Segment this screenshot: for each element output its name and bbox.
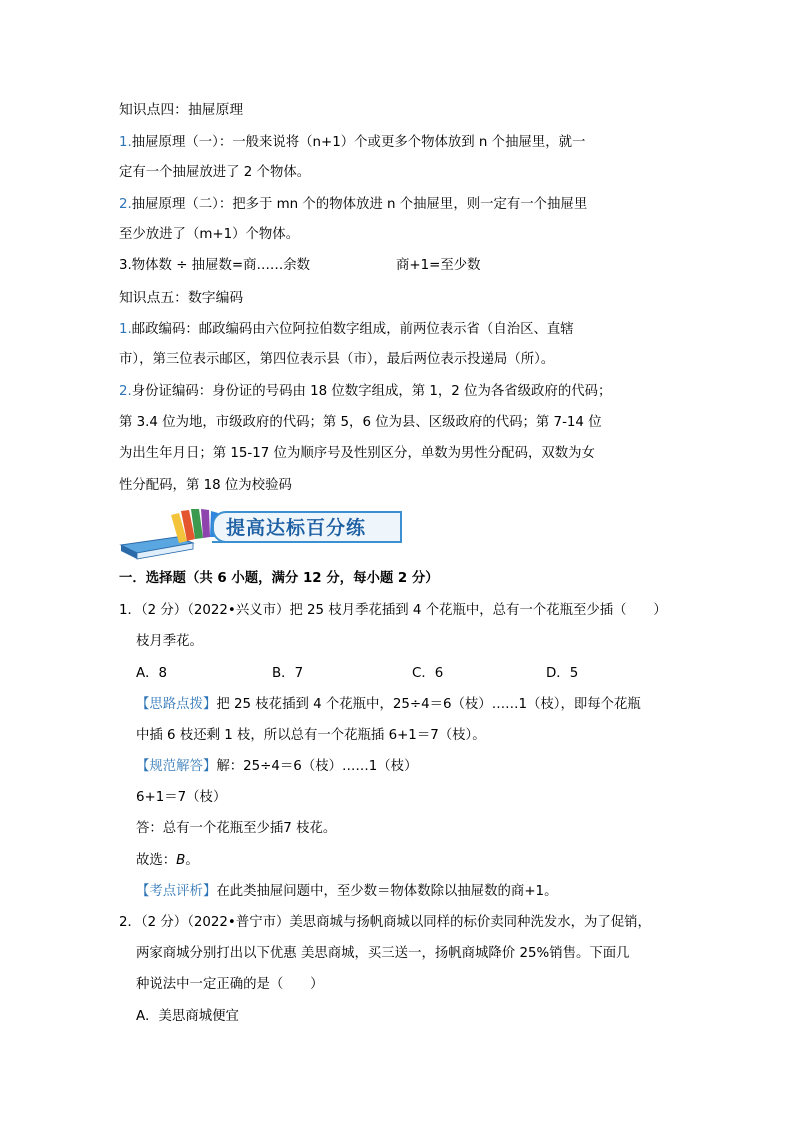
section5-title: 知识点五：数字编码 [119, 290, 244, 306]
section5-p2-line2: 第 3.4 位为地，市级政府的代码；第 5，6 位为县、区级政府的代码；第 7-14 位 [119, 415, 602, 430]
hint-text: 把 25 枝花插到 4 个花瓶中，25÷4＝6（枝）……1（枝），即每个花瓶 [216, 697, 641, 712]
section5-p2-text: 身份证编码：身份证的号码由 18 位数字组成，第 1，2 位为各省级政府的代码； [131, 384, 612, 399]
q1-line2: 枝月季花。 [136, 634, 203, 649]
section4-p1-text: 抽屉原理（一）：一般来说将（n+1）个或更多个物体放到 n 个抽屉里，就一 [131, 135, 586, 150]
section5-p1-text: 邮政编码：邮政编码由六位阿拉伯数字组成，前两位表示省（自治区、直辖 [131, 322, 574, 337]
q1-solution-line2: 6+1＝7（枝） [136, 790, 227, 805]
q1-option-a: A．8 [136, 666, 168, 681]
choice-prefix: 故选： [136, 853, 177, 868]
q1-hint-line2: 中插 6 枝还剩 1 枝，所以总有一个花瓶插 6+1＝7（枝）。 [136, 728, 486, 743]
part1-title: 一．选择题（共 6 小题，满分 12 分，每小题 2 分） [119, 571, 439, 586]
section4-p1-line1 [119, 133, 585, 153]
q2-line3: 种说法中一定正确的是（ ） [136, 977, 324, 992]
q1-hint-line1 [136, 695, 641, 715]
section4-p2-line1 [119, 195, 587, 215]
q1-solution-line1 [136, 757, 417, 777]
choice-value: B [176, 853, 186, 868]
q2-line2: 两家商城分别打出以下优惠 美思商城，买三送一，扬帆商城降价 25%销售。下面几 [136, 946, 630, 961]
list-number: 1. [119, 322, 132, 337]
q1-option-d: D．5 [546, 666, 579, 681]
q1-answer: 答：总有一个花瓶至少插7 枝花。 [136, 821, 337, 836]
section4-p2-line2: 至少放进了（m+1）个物体。 [119, 227, 300, 242]
q1-line1: 1．（2 分）（2022•兴义市）把 25 枝月季花插到 4 个花瓶中，总有一个花瓶至少插（ ） [119, 603, 667, 618]
section4-p3-b: 商+1=至少数 [396, 258, 481, 273]
section5-p2-line3: 为出生年月日；第 15-17 位为顺序号及性别区分，单数为男性分配码，双数为女 [119, 446, 595, 461]
list-number: 2. [119, 197, 132, 212]
list-number: 1. [119, 135, 132, 150]
q2-option-a: A．美思商城便宜 [136, 1009, 239, 1024]
review-text: 在此类抽屉问题中，至少数＝物体数除以抽屉数的商+1。 [216, 884, 558, 899]
q1-choice [136, 851, 199, 871]
section5-p1-line1 [119, 320, 574, 340]
solution-text: 解：25÷4＝6（枝）……1（枝） [216, 759, 418, 774]
q1-review [136, 882, 557, 902]
section4-title: 知识点四：抽屉原理 [119, 102, 244, 118]
section-banner [119, 503, 399, 561]
banner-title: 提高达标百分练 [226, 517, 367, 539]
section4-p3-a: 3.物体数 ÷ 抽屉数=商……余数 [119, 258, 311, 273]
section5-p2-line1 [119, 382, 611, 402]
section4-p2-text: 抽屉原理（二）：把多于 mn 个的物体放进 n 个抽屉里，则一定有一个抽屉里 [131, 197, 588, 212]
q1-option-b: B．7 [272, 666, 304, 681]
banner-underline [212, 541, 400, 543]
list-number: 2. [119, 384, 132, 399]
section4-p1-line2: 定有一个抽屉放进了 2 个物体。 [119, 165, 311, 180]
q2-line1: 2．（2 分）（2022•普宁市）美思商城与扬帆商城以同样的标价卖同种洗发水，为了促销， [119, 915, 651, 930]
section5-p1-line2: 市），第三位表示邮区，第四位表示县（市），最后两位表示投递局（所）。 [119, 352, 555, 367]
hint-label: 【思路点拨】 [136, 697, 217, 712]
choice-suffix: 。 [185, 853, 199, 868]
solution-label: 【规范解答】 [136, 759, 217, 774]
review-label: 【考点评析】 [136, 884, 217, 899]
section5-p2-line4: 性分配码，第 18 位为校验码 [119, 478, 292, 493]
q1-option-c: C．6 [412, 666, 444, 681]
